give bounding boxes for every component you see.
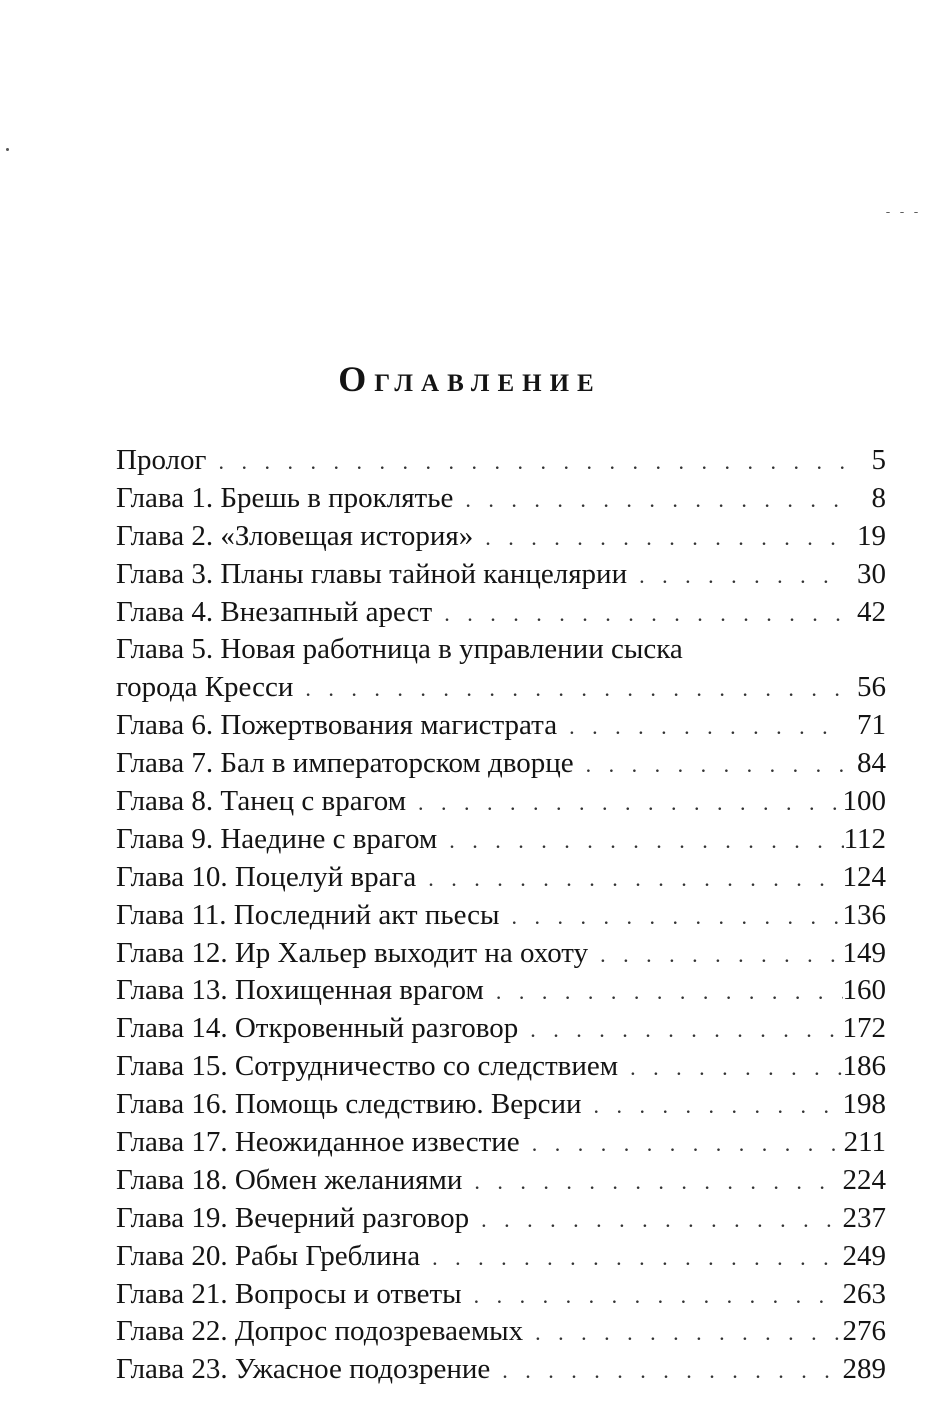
toc-entry-title: города Кресси bbox=[116, 671, 294, 704]
table-of-contents bbox=[116, 442, 886, 1389]
toc-leader-dots bbox=[420, 1239, 842, 1277]
toc-entry-title: Глава 23. Ужасное подозрение bbox=[116, 1353, 491, 1386]
scan-speck bbox=[914, 212, 918, 213]
toc-leader-dots bbox=[293, 670, 846, 708]
toc-leader-dots bbox=[523, 1314, 842, 1352]
toc-leader-dots bbox=[453, 481, 846, 519]
toc-entry-title: Глава 7. Бал в императорском дворце bbox=[116, 747, 574, 780]
toc-leader-dots bbox=[484, 973, 843, 1011]
toc-entry-page-number: 198 bbox=[842, 1088, 886, 1121]
toc-entry bbox=[116, 1124, 886, 1162]
toc-entry-title: Глава 6. Пожертвования магистрата bbox=[116, 709, 558, 742]
toc-entry-page-number: 237 bbox=[842, 1201, 886, 1234]
toc-leader-dots bbox=[588, 936, 842, 974]
toc-entry-page-number: 263 bbox=[842, 1277, 886, 1310]
toc-entry bbox=[116, 821, 886, 859]
toc-entry-title: Глава 1. Брешь в проклятье bbox=[116, 481, 454, 514]
toc-entry bbox=[116, 972, 886, 1010]
toc-leader-dots bbox=[473, 519, 846, 557]
toc-entry bbox=[116, 556, 886, 594]
toc-entry-page-number: 249 bbox=[842, 1239, 886, 1272]
toc-entry-title: Глава 17. Неожиданное известие bbox=[116, 1126, 520, 1159]
toc-leader-dots bbox=[406, 784, 842, 822]
toc-entry bbox=[116, 518, 886, 556]
scan-speck bbox=[886, 212, 890, 213]
toc-entry-title: Глава 13. Похищенная врагом bbox=[116, 974, 484, 1007]
toc-entry bbox=[116, 480, 886, 518]
toc-entry-title: Глава 16. Помощь следствию. Версии bbox=[116, 1088, 582, 1121]
toc-leader-dots bbox=[557, 708, 846, 746]
toc-entry-page-number: 136 bbox=[842, 898, 886, 931]
toc-entry-page-number: 5 bbox=[871, 444, 886, 476]
toc-entry-page-number: 186 bbox=[842, 1050, 886, 1083]
toc-entry bbox=[116, 442, 886, 480]
toc-leader-dots bbox=[416, 860, 842, 898]
toc-leader-dots bbox=[462, 1163, 842, 1201]
toc-entry-page-number: 56 bbox=[857, 671, 886, 704]
toc-leader-dots bbox=[574, 746, 846, 784]
toc-entry-page-number: 19 bbox=[857, 519, 886, 552]
toc-leader-dots bbox=[437, 822, 843, 860]
toc-entry-page-number: 112 bbox=[843, 822, 886, 855]
toc-entry bbox=[116, 1276, 886, 1314]
toc-entry-page-number: 84 bbox=[857, 747, 886, 780]
toc-entry-page-number: 172 bbox=[842, 1012, 886, 1045]
toc-entry-title: Глава 18. Обмен желаниями bbox=[116, 1163, 463, 1196]
toc-entry-title: Глава 19. Вечерний разговор bbox=[116, 1201, 470, 1234]
toc-entry bbox=[116, 897, 886, 935]
toc-entry bbox=[116, 1200, 886, 1238]
toc-entry bbox=[116, 783, 886, 821]
toc-leader-dots bbox=[627, 557, 846, 595]
toc-entry-title: Глава 3. Планы главы тайной канцелярии bbox=[116, 557, 628, 590]
toc-entry-title: Глава 11. Последний акт пьесы bbox=[116, 898, 500, 931]
toc-entry-page-number: 211 bbox=[843, 1126, 886, 1159]
toc-entry-title: Глава 8. Танец с врагом bbox=[116, 785, 407, 818]
toc-entry-title: Глава 10. Поцелуй врага bbox=[116, 860, 417, 893]
toc-leader-dots bbox=[618, 1049, 842, 1087]
toc-entry bbox=[116, 859, 886, 897]
toc-entry bbox=[116, 745, 886, 783]
page-title: Оглавление bbox=[338, 359, 602, 399]
toc-entry-title: Глава 14. Откровенный разговор bbox=[116, 1012, 519, 1045]
toc-entry-title: Глава 9. Наедине с врагом bbox=[116, 822, 438, 855]
toc-entry-page-number: 289 bbox=[842, 1353, 886, 1386]
toc-entry bbox=[116, 594, 886, 632]
toc-entry-page-number: 276 bbox=[842, 1315, 886, 1348]
toc-entry bbox=[116, 707, 886, 745]
toc-entry-title: Глава 2. «Зловещая история» bbox=[116, 519, 474, 552]
toc-entry bbox=[116, 1086, 886, 1124]
toc-entry bbox=[116, 1238, 886, 1276]
toc-entry bbox=[116, 1313, 886, 1351]
toc-entry-title: Глава 21. Вопросы и ответы bbox=[116, 1277, 462, 1310]
toc-leader-dots bbox=[469, 1201, 842, 1239]
toc-entry-page-number: 71 bbox=[857, 709, 886, 742]
toc-entry-page-number: 42 bbox=[857, 595, 886, 628]
toc-entry bbox=[116, 1162, 886, 1200]
scan-speck bbox=[6, 148, 9, 151]
toc-entry-title: Глава 4. Внезапный арест bbox=[116, 595, 433, 628]
toc-entry-page-number: 8 bbox=[871, 481, 886, 514]
toc-entry-page-number: 124 bbox=[842, 860, 886, 893]
scan-speck bbox=[900, 212, 904, 213]
toc-entry-title: Глава 12. Ир Хальер выходит на охоту bbox=[116, 936, 589, 969]
toc-leader-dots bbox=[500, 898, 843, 936]
toc-entry bbox=[116, 1351, 886, 1389]
toc-entry-title: Глава 15. Сотрудничество со следствием bbox=[116, 1050, 619, 1083]
toc-entry bbox=[116, 1048, 886, 1086]
toc-entry-page-number: 160 bbox=[842, 974, 886, 1007]
toc-entry-page-number: 30 bbox=[857, 557, 886, 590]
toc-entry-title: Пролог bbox=[116, 444, 207, 476]
toc-leader-dots bbox=[582, 1087, 843, 1125]
toc-entry bbox=[116, 935, 886, 973]
toc-entry bbox=[116, 631, 886, 669]
toc-leader-dots bbox=[206, 443, 846, 481]
toc-entry-title: Глава 5. Новая работница в управлении сыска bbox=[116, 633, 683, 666]
toc-leader-dots bbox=[518, 1011, 842, 1049]
toc-entry bbox=[116, 1010, 886, 1048]
toc-entry bbox=[116, 669, 886, 707]
toc-entry-page-number: 224 bbox=[842, 1163, 886, 1196]
toc-leader-dots bbox=[520, 1125, 844, 1163]
toc-entry-title: Глава 20. Рабы Греблина bbox=[116, 1239, 421, 1272]
toc-leader-dots bbox=[432, 595, 846, 633]
toc-leader-dots bbox=[462, 1277, 843, 1315]
toc-entry-page-number: 149 bbox=[842, 936, 886, 969]
toc-leader-dots bbox=[490, 1352, 842, 1390]
toc-entry-title: Глава 22. Допрос подозреваемых bbox=[116, 1315, 524, 1348]
toc-entry-page-number: 100 bbox=[842, 785, 886, 818]
